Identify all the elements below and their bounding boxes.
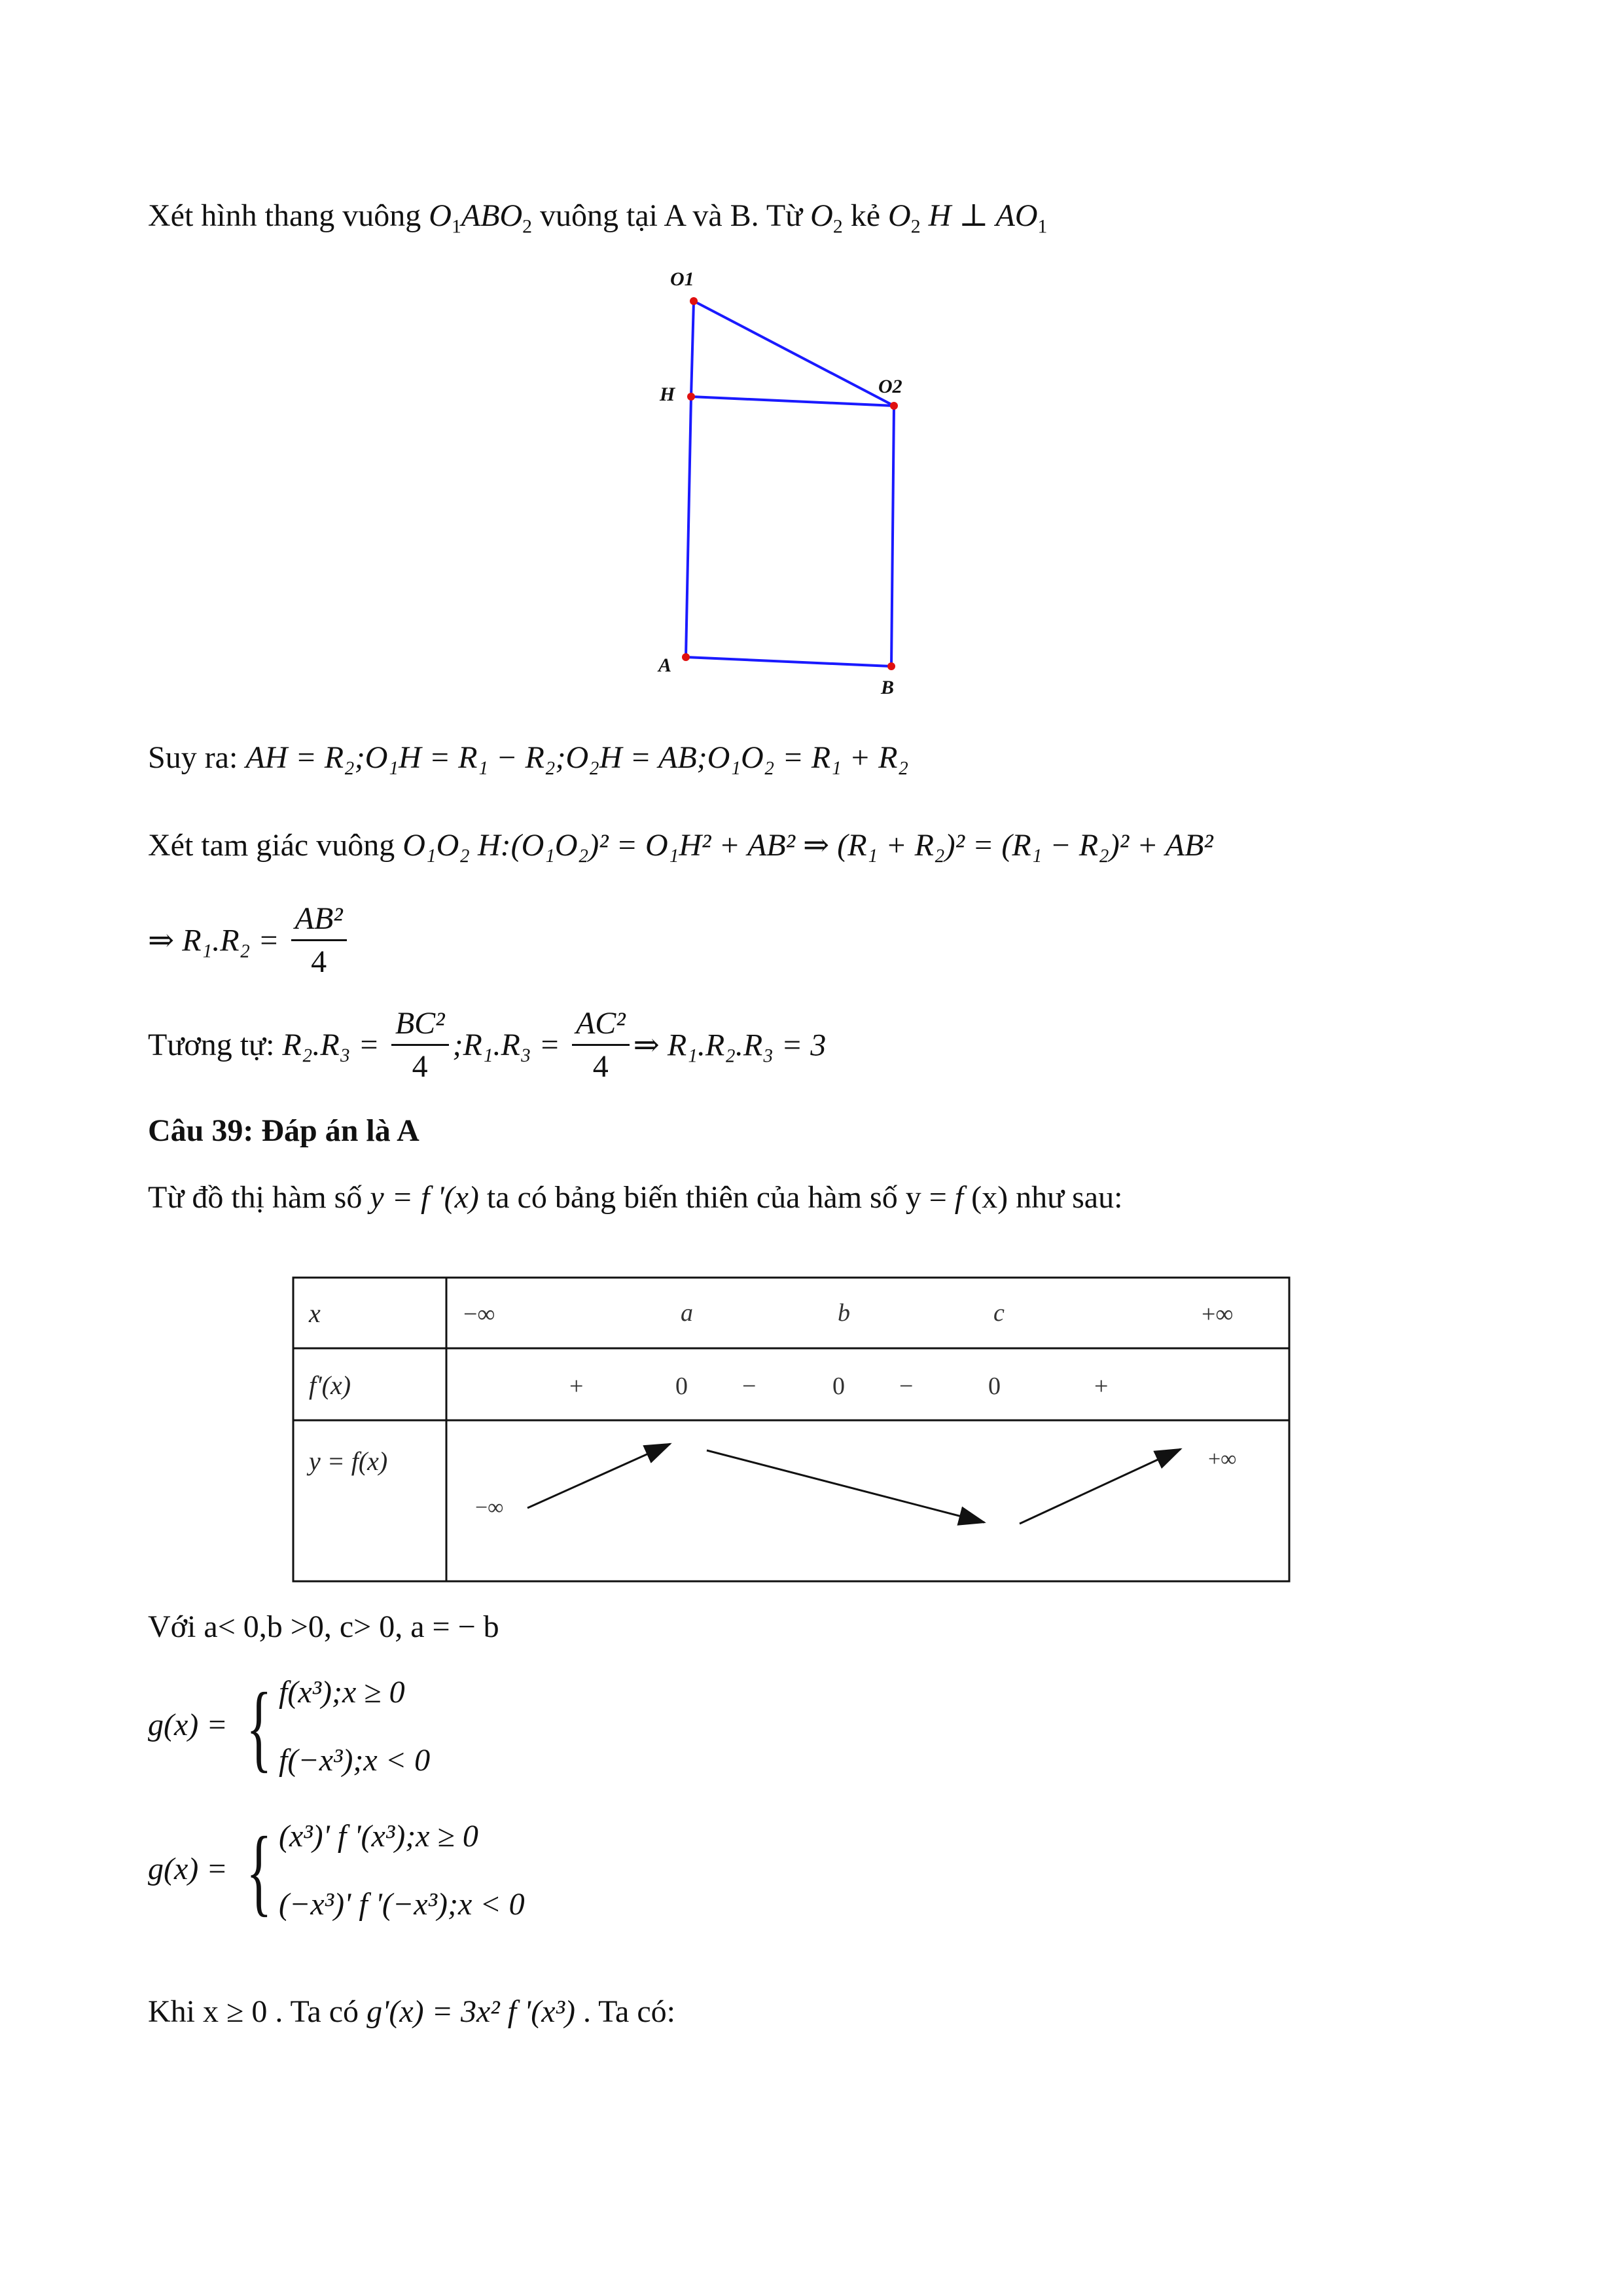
label-o1: O1 (670, 268, 694, 290)
x-value-a: a (681, 1299, 693, 1327)
sign-minus-1: − (742, 1372, 757, 1400)
label-a: A (658, 655, 672, 676)
product-r1r2: ⇒ R₁.R₂ = $\frac{\text{AB²}}{4}$ (148, 901, 351, 980)
arrow-increasing-2 (1020, 1449, 1181, 1524)
row-y-label: y = f(x) (309, 1446, 388, 1476)
question-39-heading: Câu 39: Đáp án là A (148, 1113, 419, 1148)
sign-plus-1: + (569, 1372, 584, 1400)
arrow-decreasing (707, 1450, 984, 1522)
label-b: B (881, 677, 895, 698)
y-right-value: +∞ (1208, 1447, 1237, 1471)
sign-minus-2: − (899, 1372, 914, 1400)
row-x-label: x (309, 1299, 321, 1328)
sign-plus-2: + (1094, 1372, 1109, 1400)
x-value-c: c (993, 1299, 1005, 1327)
intro-trapezoid-text: Xét hình thang vuông $O_1ABO_2$ vuông tại A và B. Từ $O_2$ kẻ $O_2$ H ⊥ $AO_1$ (148, 198, 1048, 238)
sign-zero-a: 0 (675, 1372, 688, 1400)
deduce-text: Suy ra: AH = R₂;O₁H = R₁ − R₂;O₂H = AB;O₁O₂ = R₁ + R₂ (148, 740, 909, 775)
label-h: H (660, 384, 675, 405)
variation-table (292, 1276, 1293, 1584)
trapezoid-figure (641, 262, 942, 707)
similar-text: Tương tự: R₂.R₃ = $\frac{\text{BC²}}{4}$ ;R₁.R₃ = $\frac{\text{AC²}}{4}$ ⇒ R₁.R₂.R₃ = 3 (148, 1006, 827, 1084)
x-value-pos-inf: +∞ (1202, 1300, 1234, 1328)
segment-o1-h (691, 301, 694, 397)
point-b (887, 662, 895, 670)
point-a (682, 653, 690, 661)
sign-zero-b: 0 (832, 1372, 845, 1400)
row-fprime-label: f'(x) (309, 1371, 351, 1400)
point-o1 (690, 297, 698, 305)
sign-zero-c: 0 (988, 1372, 1001, 1400)
segment-h-o2 (691, 397, 894, 406)
g-piecewise-2: g(x) = { (x³)' f '(x³);x ≥ 0 (−x³)' f '(−x³);x < 0 (148, 1817, 525, 1926)
x-value-b: b (838, 1299, 850, 1327)
conditions-text: Với a< 0,b >0, c> 0, a = − b (148, 1609, 499, 1644)
arrow-increasing-1 (527, 1444, 670, 1508)
x-value-neg-inf: −∞ (463, 1300, 495, 1328)
variation-intro-text: Từ đồ thị hàm số y = f '(x) ta có bảng biến thiên của hàm số y = f (x) như sau: (148, 1180, 1123, 1215)
segment-a-b (686, 657, 891, 666)
segment-h-a (686, 397, 691, 657)
derivative-text: Khi x ≥ 0 . Ta có g'(x) = 3x² f '(x³) . Ta có: (148, 1994, 675, 2029)
y-left-value: −∞ (475, 1496, 504, 1520)
right-triangle-text: Xét tam giác vuông O₁O₂ H:(O₁O₂)² = O₁H² + AB² ⇒ (R₁ + R₂)² = (R₁ − R₂)² + AB² (148, 828, 1213, 863)
label-o2: O2 (878, 376, 902, 397)
segment-o2-o1 (694, 301, 894, 406)
segment-b-o2 (891, 406, 894, 666)
g-piecewise-1: g(x) = { f(x³);x ≥ 0 f(−x³);x < 0 (148, 1673, 431, 1782)
point-o2 (890, 402, 898, 410)
point-h (687, 393, 695, 401)
